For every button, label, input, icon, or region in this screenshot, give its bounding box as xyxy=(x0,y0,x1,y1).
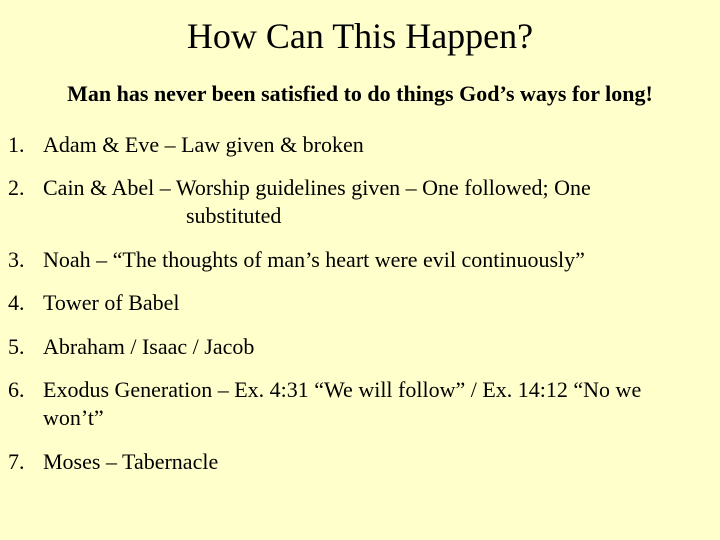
list-item-text xyxy=(43,448,708,476)
list-item-line: Exodus Generation – Ex. 4:31 “We will follow” / Ex. 14:12 “No we xyxy=(43,377,642,402)
list-item-number: 7. xyxy=(8,449,25,474)
list-item-text xyxy=(43,289,708,317)
list-item-number: 6. xyxy=(8,377,25,402)
list-item-number: 5. xyxy=(8,334,25,359)
list-item-line: Adam & Eve – Law given & broken xyxy=(43,132,364,157)
list-item-line: Tower of Babel xyxy=(43,290,180,315)
list-item-line: Moses – Tabernacle xyxy=(43,449,219,474)
list-item-number: 1. xyxy=(8,132,25,157)
list-item-number: 3. xyxy=(8,247,25,272)
list-item-line: Noah – “The thoughts of man’s heart were evil continuously” xyxy=(43,247,585,272)
list-item-text xyxy=(43,333,708,361)
list-item-text xyxy=(43,246,708,274)
list-item-text xyxy=(43,376,708,432)
list-item-line: Cain & Abel – Worship guidelines given – One followed; One xyxy=(43,175,591,200)
list-item-line: won’t” xyxy=(43,405,104,430)
list-item-number: 2. xyxy=(8,175,25,200)
list-item-text xyxy=(43,131,708,159)
list-item-line: substituted xyxy=(186,203,282,228)
list-item-number: 4. xyxy=(8,290,25,315)
slide-subtitle: Man has never been satisfied to do things God’s ways for long! xyxy=(67,81,653,106)
list-item-line: Abraham / Isaac / Jacob xyxy=(43,334,255,359)
slide-title: How Can This Happen? xyxy=(186,16,534,56)
list-item-text xyxy=(43,174,708,230)
